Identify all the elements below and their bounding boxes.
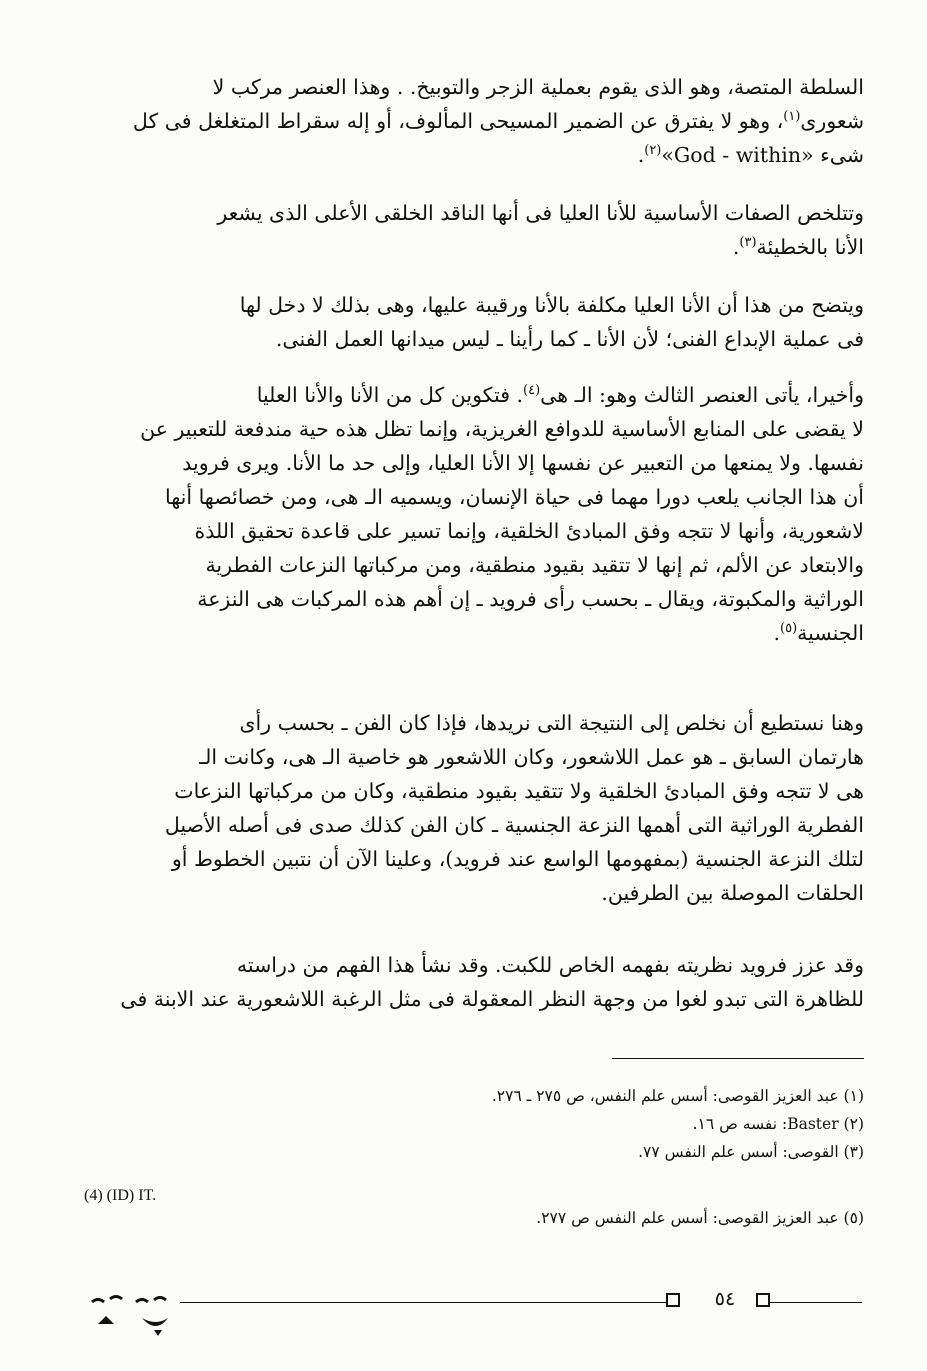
text-line: أن هذا الجانب يلعب دورا مهما فى حياة الإنسان، ويسميه الـ هى، ومن خصائصها أنها xyxy=(164,485,864,509)
text-line: وتتلخص الصفات الأساسية للأنا العليا فى أنها الناقد الخلقى الأعلى الذى يشعر xyxy=(217,201,864,225)
text-line: للظاهرة التى تبدو لغوا من وجهة النظر المعقولة فى مثل الرغبة اللاشعورية عند الابنة فى xyxy=(120,987,864,1011)
footer-rule-left xyxy=(180,1302,666,1303)
text-line: فى عملية الإبداع الفنى؛ لأن الأنا ـ كما رأينا ـ ليس ميدانها العمل الفنى. xyxy=(275,327,864,351)
paragraph-superego-art xyxy=(64,288,864,356)
line-text: الجنسية xyxy=(797,621,864,645)
footnote-separator xyxy=(612,1058,864,1059)
footer-box-left xyxy=(666,1293,680,1307)
text-line: السلطة المتصة، وهو الذى يقوم بعملية الزجر والتوبيخ. . وهذا العنصر مركب لا xyxy=(212,75,864,99)
text-line: لا يقضى على المنابع الأساسية للدوافع الغريزية، وإنما تظل هذه حية مندفعة للتعبير عن xyxy=(140,417,864,441)
line-text: ، وهو لا يفترق عن الضمير المسيحى المألوف، أو إله سقراط المتغلغل فى كل xyxy=(132,109,784,133)
paragraph-superego-traits xyxy=(64,196,864,264)
footnote-ref: (٢) xyxy=(644,143,662,159)
text-line: لاشعورية، وأنها لا تتجه وفق المبادئ الخلقية، وإنما تسير على قاعدة تحقيق اللذة xyxy=(194,519,864,543)
paragraph-repression xyxy=(64,948,864,1016)
text-line xyxy=(64,378,864,412)
text-line: الوراثية والمكبوتة، ويقال ـ بحسب رأى فرويد ـ إن أهم هذه المركبات هى النزعة xyxy=(197,587,864,611)
footnote-ref: (٤) xyxy=(523,383,541,399)
page-number: ٥٤ xyxy=(714,1288,736,1310)
ornament-icon xyxy=(88,1280,178,1344)
page-footer xyxy=(0,1280,927,1350)
line-text: شعورى xyxy=(800,109,864,133)
line-text: . xyxy=(732,235,740,259)
text-line: وقد عزز فرويد نظريته بفهمه الخاص للكبت. وقد نشأ هذا الفهم من دراسته xyxy=(236,953,864,977)
text-line xyxy=(64,104,864,138)
line-text: . فتكوين كل من الأنا والأنا العليا xyxy=(256,383,524,407)
line-text: وأخيرا، يأتى العنصر الثالث وهو: الـ هى xyxy=(540,383,864,407)
text-line: لتلك النزعة الجنسية (بمفهومها الواسع عند فرويد)، وعلينا الآن أن نتبين الخطوط أو xyxy=(171,847,864,871)
footnote-4: (4) (ID) IT. xyxy=(84,1187,157,1204)
text-line xyxy=(64,616,864,650)
text-line: الفطرية الوراثية التى أهمها النزعة الجنسية ـ كان الفن كذلك صدى فى أصله الأصيل xyxy=(164,813,864,837)
text-line: الحلقات الموصلة بين الطرفين. xyxy=(601,881,864,905)
text-line: وهنا نستطيع أن نخلص إلى النتيجة التى نريدها، فإذا كان الفن ـ بحسب رأى xyxy=(239,711,864,735)
line-text: . xyxy=(773,621,781,645)
line-text: شىء «God - within» xyxy=(661,143,864,167)
text-line: والابتعاد عن الألم، ثم إنها لا تتقيد بقيود منطقية، ومن مركباتها النزعات الفطرية xyxy=(205,553,864,577)
footnote-ref: (٣) xyxy=(739,235,757,251)
text-line: هارتمان السابق ـ هو عمل اللاشعور، وكان اللاشعور هو خاصية الـ هى، وكانت الـ xyxy=(199,745,864,769)
paragraph-art-unconscious xyxy=(64,706,864,910)
text-line: هى لا تتجه وفق المبادئ الخلقية ولا تتقيد بقيود منطقية، وكان من مركباتها النزعات xyxy=(174,779,864,803)
paragraph-id-element xyxy=(64,378,864,650)
footer-box-right xyxy=(756,1293,770,1307)
text-line xyxy=(64,138,864,172)
text-line xyxy=(64,230,864,264)
footnote-5: (٥) عبد العزيز القوصى: أسس علم النفس ص ٢٧٧. xyxy=(536,1209,864,1227)
footnote-1: (١) عبد العزيز القوصى: أسس علم النفس، ص ٢٧٥ ـ ٢٧٦. xyxy=(491,1087,864,1105)
paragraph-superego-authority xyxy=(64,70,864,172)
footnote-ref: (٥) xyxy=(780,621,798,637)
line-text: . xyxy=(637,143,645,167)
text-line: نفسها. ولا يمنعها من التعبير عن نفسها إلا الأنا العليا، وإلى حد ما الأنا. ويرى فرويد xyxy=(182,451,864,475)
footer-rule-right xyxy=(770,1302,862,1303)
footnote-3: (٣) القوصى: أسس علم النفس ٧٧. xyxy=(638,1143,864,1161)
footnote-ref: (١) xyxy=(783,109,801,125)
line-text: الأنا بالخطيئة xyxy=(756,235,864,259)
text-line: ويتضح من هذا أن الأنا العليا مكلفة بالأنا ورقيبة عليها، وهى بذلك لا دخل لها xyxy=(239,293,864,317)
footnote-2: (٢) Baster: نفسه ص ١٦. xyxy=(692,1115,864,1133)
